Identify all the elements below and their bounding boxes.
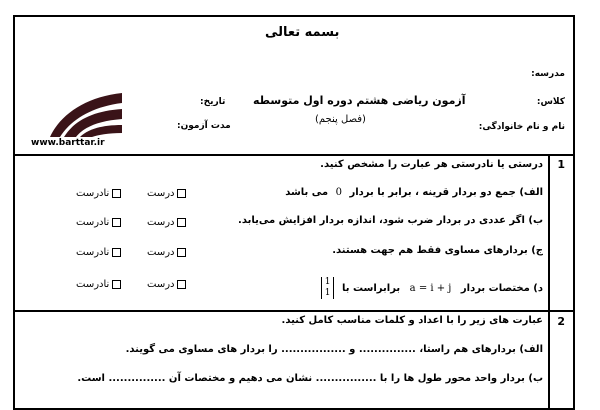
- school-label: مدرسه:: [531, 69, 565, 79]
- q1-b-options: [147, 217, 186, 228]
- q1-b-false-checkbox[interactable]: [112, 218, 121, 227]
- true-label: درست: [147, 279, 175, 290]
- q2-item-a: الف) بردارهای هم راستا، ............... و ................. را بردار های مساوی می گویند.: [125, 344, 543, 355]
- q1-a-options: [147, 188, 186, 199]
- chapter-label: (فصل پنجم): [315, 114, 366, 125]
- false-label: نادرست: [76, 279, 110, 290]
- q1-item-d: [321, 277, 543, 299]
- q1-d-true-checkbox[interactable]: [177, 280, 186, 289]
- class-label: کلاس:: [536, 97, 565, 107]
- q1-a-options-false: [76, 188, 121, 199]
- vector-expression: a = i + j: [409, 283, 452, 294]
- q1-item-c: ج) بردارهای مساوی فقط هم جهت هستند.: [332, 245, 543, 256]
- q1-c-true-checkbox[interactable]: [177, 248, 186, 257]
- q1-item-b: ب) اگر عددی در بردار ضرب شود، اندازه بردار افزایش می‌یابد.: [238, 215, 543, 226]
- q1-b-true-checkbox[interactable]: [177, 218, 186, 227]
- question-1-instruction: درستی یا نادرستی هر عبارت را مشخص کنید.: [320, 159, 543, 170]
- q2-item-b: ب) بردار واحد محور طول ها را با ................ نشان می دهیم و مختصات آن ............... است.: [77, 373, 543, 384]
- true-label: درست: [147, 188, 175, 199]
- q1-item-a-text: الف) جمع دو بردار قرینه ، برابر با بردار: [349, 187, 543, 198]
- q1-item-a-tail: می باشد: [285, 187, 329, 198]
- q1-a-false-checkbox[interactable]: [112, 189, 121, 198]
- q1-d-false-checkbox[interactable]: [112, 280, 121, 289]
- exam-header: [15, 17, 573, 156]
- q1-c-false-checkbox[interactable]: [112, 248, 121, 257]
- false-label: نادرست: [76, 247, 110, 258]
- q1-c-options-false: [76, 247, 121, 258]
- true-label: درست: [147, 217, 175, 228]
- q1-b-options-false: [76, 217, 121, 228]
- q1-d-options-false: [76, 279, 121, 290]
- question-separator: [15, 310, 573, 312]
- q1-item-d-text: د) مختصات بردار: [460, 283, 543, 294]
- q1-item-a: [285, 187, 543, 198]
- coordinate-matrix: [321, 277, 335, 299]
- question-2-number: 2: [557, 315, 565, 328]
- question-number-column: [548, 154, 573, 410]
- date-label: تاریخ:: [200, 97, 226, 107]
- matrix-top: 1: [324, 277, 331, 287]
- matrix-bottom: 1: [324, 288, 331, 298]
- q1-c-options: [147, 247, 186, 258]
- question-1-number: 1: [557, 158, 565, 171]
- true-label: درست: [147, 247, 175, 258]
- duration-label: مدت آزمون:: [177, 121, 231, 131]
- false-label: نادرست: [76, 188, 110, 199]
- q1-item-d-tail: برابراست با: [341, 283, 401, 294]
- website-label: www.barttar.ir: [31, 138, 105, 148]
- name-label: نام و نام خانوادگی:: [478, 122, 565, 132]
- q1-a-true-checkbox[interactable]: [177, 189, 186, 198]
- question-2-instruction: عبارت های زیر را با اعداد و کلمات مناسب کامل کنید.: [281, 315, 543, 326]
- exam-sheet: [13, 15, 575, 410]
- page-title: بسمه تعالی: [265, 25, 340, 40]
- q1-d-options: [147, 279, 186, 290]
- zero-vector: 0: [335, 187, 342, 198]
- exam-title: آزمون ریاضی هشتم دوره اول متوسطه: [253, 94, 466, 107]
- false-label: نادرست: [76, 217, 110, 228]
